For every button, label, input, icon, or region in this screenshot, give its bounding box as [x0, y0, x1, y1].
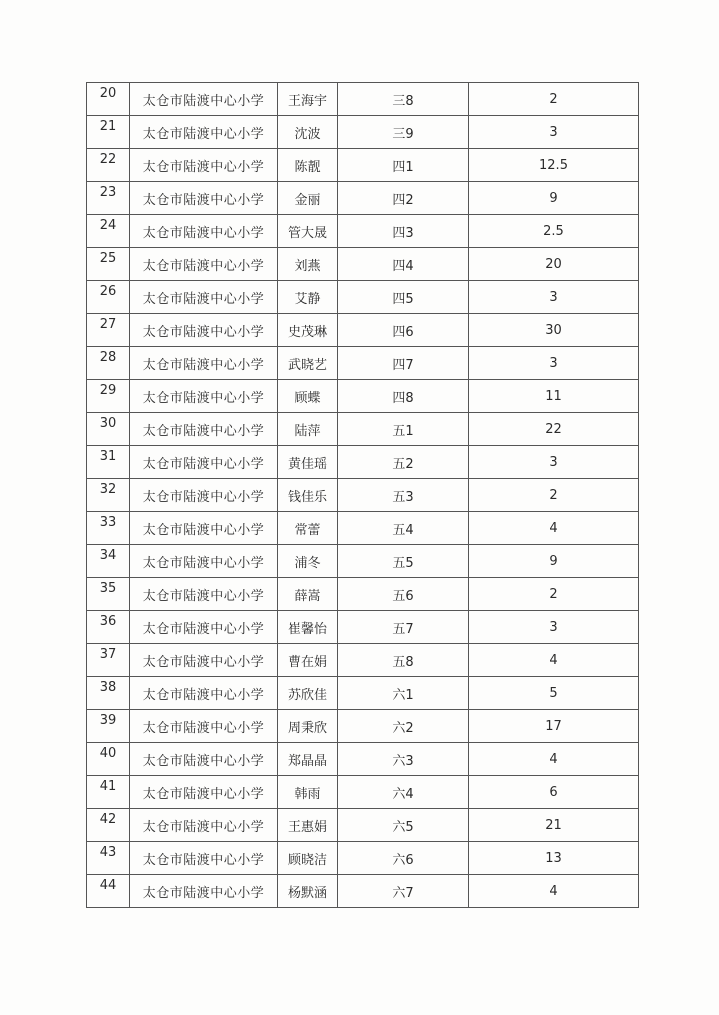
table-row	[87, 446, 639, 479]
school-cell: 太仓市陆渡中心小学	[130, 644, 278, 676]
table-row	[87, 842, 639, 875]
teacher-name-cell: 顾蝶	[278, 380, 338, 412]
class-cell: 五3	[338, 479, 469, 511]
school-cell: 太仓市陆渡中心小学	[130, 710, 278, 742]
table-row	[87, 479, 639, 512]
value-cell: 2	[469, 479, 639, 511]
row-number-cell: 31	[87, 446, 130, 478]
row-number-cell: 34	[87, 545, 130, 577]
school-cell: 太仓市陆渡中心小学	[130, 776, 278, 808]
table-row	[87, 644, 639, 677]
value-cell: 21	[469, 809, 639, 841]
table-row	[87, 578, 639, 611]
table-row	[87, 314, 639, 347]
row-number-cell: 20	[87, 83, 130, 115]
teacher-name-cell: 周秉欣	[278, 710, 338, 742]
value-cell: 30	[469, 314, 639, 346]
teacher-name-cell: 顾晓洁	[278, 842, 338, 874]
row-number-cell: 39	[87, 710, 130, 742]
teacher-name-cell: 曹在娟	[278, 644, 338, 676]
value-cell: 6	[469, 776, 639, 808]
school-cell: 太仓市陆渡中心小学	[130, 611, 278, 643]
class-cell: 六4	[338, 776, 469, 808]
class-cell: 四4	[338, 248, 469, 280]
value-cell: 5	[469, 677, 639, 709]
table-row	[87, 215, 639, 248]
teacher-name-cell: 管大晟	[278, 215, 338, 247]
school-cell: 太仓市陆渡中心小学	[130, 116, 278, 148]
row-number-cell: 42	[87, 809, 130, 841]
row-number-cell: 26	[87, 281, 130, 313]
table-row	[87, 545, 639, 578]
value-cell: 3	[469, 116, 639, 148]
school-cell: 太仓市陆渡中心小学	[130, 842, 278, 874]
school-cell: 太仓市陆渡中心小学	[130, 314, 278, 346]
value-cell: 2.5	[469, 215, 639, 247]
value-cell: 3	[469, 281, 639, 313]
class-cell: 六5	[338, 809, 469, 841]
row-number-cell: 32	[87, 479, 130, 511]
teacher-name-cell: 崔馨怡	[278, 611, 338, 643]
teacher-name-cell: 常蕾	[278, 512, 338, 544]
class-cell: 六7	[338, 875, 469, 907]
class-cell: 四8	[338, 380, 469, 412]
row-number-cell: 35	[87, 578, 130, 610]
school-cell: 太仓市陆渡中心小学	[130, 875, 278, 907]
table-row	[87, 809, 639, 842]
school-cell: 太仓市陆渡中心小学	[130, 446, 278, 478]
row-number-cell: 36	[87, 611, 130, 643]
class-cell: 五6	[338, 578, 469, 610]
value-cell: 13	[469, 842, 639, 874]
school-cell: 太仓市陆渡中心小学	[130, 413, 278, 445]
table-row	[87, 875, 639, 908]
table-row	[87, 512, 639, 545]
value-cell: 17	[469, 710, 639, 742]
value-cell: 12.5	[469, 149, 639, 181]
teacher-name-cell: 武晓艺	[278, 347, 338, 379]
row-number-cell: 29	[87, 380, 130, 412]
class-cell: 四5	[338, 281, 469, 313]
class-cell: 三8	[338, 83, 469, 115]
class-cell: 四2	[338, 182, 469, 214]
school-cell: 太仓市陆渡中心小学	[130, 578, 278, 610]
value-cell: 9	[469, 545, 639, 577]
teacher-name-cell: 刘燕	[278, 248, 338, 280]
value-cell: 11	[469, 380, 639, 412]
data-table	[86, 82, 639, 908]
teacher-name-cell: 杨默涵	[278, 875, 338, 907]
teacher-name-cell: 黄佳瑶	[278, 446, 338, 478]
value-cell: 9	[469, 182, 639, 214]
row-number-cell: 22	[87, 149, 130, 181]
teacher-name-cell: 陈靓	[278, 149, 338, 181]
class-cell: 六6	[338, 842, 469, 874]
row-number-cell: 37	[87, 644, 130, 676]
teacher-name-cell: 金丽	[278, 182, 338, 214]
teacher-name-cell: 薛嵩	[278, 578, 338, 610]
school-cell: 太仓市陆渡中心小学	[130, 215, 278, 247]
value-cell: 22	[469, 413, 639, 445]
class-cell: 四3	[338, 215, 469, 247]
school-cell: 太仓市陆渡中心小学	[130, 347, 278, 379]
table-row	[87, 149, 639, 182]
table-row	[87, 776, 639, 809]
class-cell: 五7	[338, 611, 469, 643]
value-cell: 4	[469, 875, 639, 907]
school-cell: 太仓市陆渡中心小学	[130, 512, 278, 544]
value-cell: 2	[469, 83, 639, 115]
school-cell: 太仓市陆渡中心小学	[130, 743, 278, 775]
row-number-cell: 27	[87, 314, 130, 346]
class-cell: 六2	[338, 710, 469, 742]
table-row	[87, 182, 639, 215]
row-number-cell: 23	[87, 182, 130, 214]
teacher-name-cell: 艾静	[278, 281, 338, 313]
value-cell: 3	[469, 347, 639, 379]
row-number-cell: 21	[87, 116, 130, 148]
table-row	[87, 281, 639, 314]
row-number-cell: 28	[87, 347, 130, 379]
table-row	[87, 380, 639, 413]
row-number-cell: 30	[87, 413, 130, 445]
teacher-name-cell: 王惠娟	[278, 809, 338, 841]
school-cell: 太仓市陆渡中心小学	[130, 182, 278, 214]
teacher-name-cell: 沈波	[278, 116, 338, 148]
class-cell: 四7	[338, 347, 469, 379]
table-row	[87, 743, 639, 776]
school-cell: 太仓市陆渡中心小学	[130, 545, 278, 577]
class-cell: 五1	[338, 413, 469, 445]
value-cell: 4	[469, 644, 639, 676]
row-number-cell: 44	[87, 875, 130, 907]
row-number-cell: 40	[87, 743, 130, 775]
value-cell: 3	[469, 446, 639, 478]
row-number-cell: 25	[87, 248, 130, 280]
school-cell: 太仓市陆渡中心小学	[130, 479, 278, 511]
school-cell: 太仓市陆渡中心小学	[130, 281, 278, 313]
school-cell: 太仓市陆渡中心小学	[130, 83, 278, 115]
teacher-name-cell: 王海宇	[278, 83, 338, 115]
class-cell: 六1	[338, 677, 469, 709]
class-cell: 四6	[338, 314, 469, 346]
teacher-name-cell: 史茂琳	[278, 314, 338, 346]
class-cell: 五4	[338, 512, 469, 544]
school-cell: 太仓市陆渡中心小学	[130, 248, 278, 280]
row-number-cell: 33	[87, 512, 130, 544]
school-cell: 太仓市陆渡中心小学	[130, 149, 278, 181]
value-cell: 3	[469, 611, 639, 643]
teacher-name-cell: 钱佳乐	[278, 479, 338, 511]
table-row	[87, 677, 639, 710]
teacher-name-cell: 浦冬	[278, 545, 338, 577]
row-number-cell: 38	[87, 677, 130, 709]
value-cell: 20	[469, 248, 639, 280]
class-cell: 四1	[338, 149, 469, 181]
school-cell: 太仓市陆渡中心小学	[130, 380, 278, 412]
row-number-cell: 43	[87, 842, 130, 874]
table-row	[87, 116, 639, 149]
class-cell: 五8	[338, 644, 469, 676]
table-row	[87, 347, 639, 380]
teacher-name-cell: 陆萍	[278, 413, 338, 445]
table-row	[87, 83, 639, 116]
row-number-cell: 24	[87, 215, 130, 247]
class-cell: 五2	[338, 446, 469, 478]
class-cell: 三9	[338, 116, 469, 148]
teacher-name-cell: 郑晶晶	[278, 743, 338, 775]
table-row	[87, 611, 639, 644]
teacher-name-cell: 苏欣佳	[278, 677, 338, 709]
value-cell: 4	[469, 743, 639, 775]
table-row	[87, 710, 639, 743]
value-cell: 2	[469, 578, 639, 610]
class-cell: 五5	[338, 545, 469, 577]
table-row	[87, 248, 639, 281]
value-cell: 4	[469, 512, 639, 544]
class-cell: 六3	[338, 743, 469, 775]
teacher-name-cell: 韩雨	[278, 776, 338, 808]
row-number-cell: 41	[87, 776, 130, 808]
school-cell: 太仓市陆渡中心小学	[130, 677, 278, 709]
table-row	[87, 413, 639, 446]
school-cell: 太仓市陆渡中心小学	[130, 809, 278, 841]
